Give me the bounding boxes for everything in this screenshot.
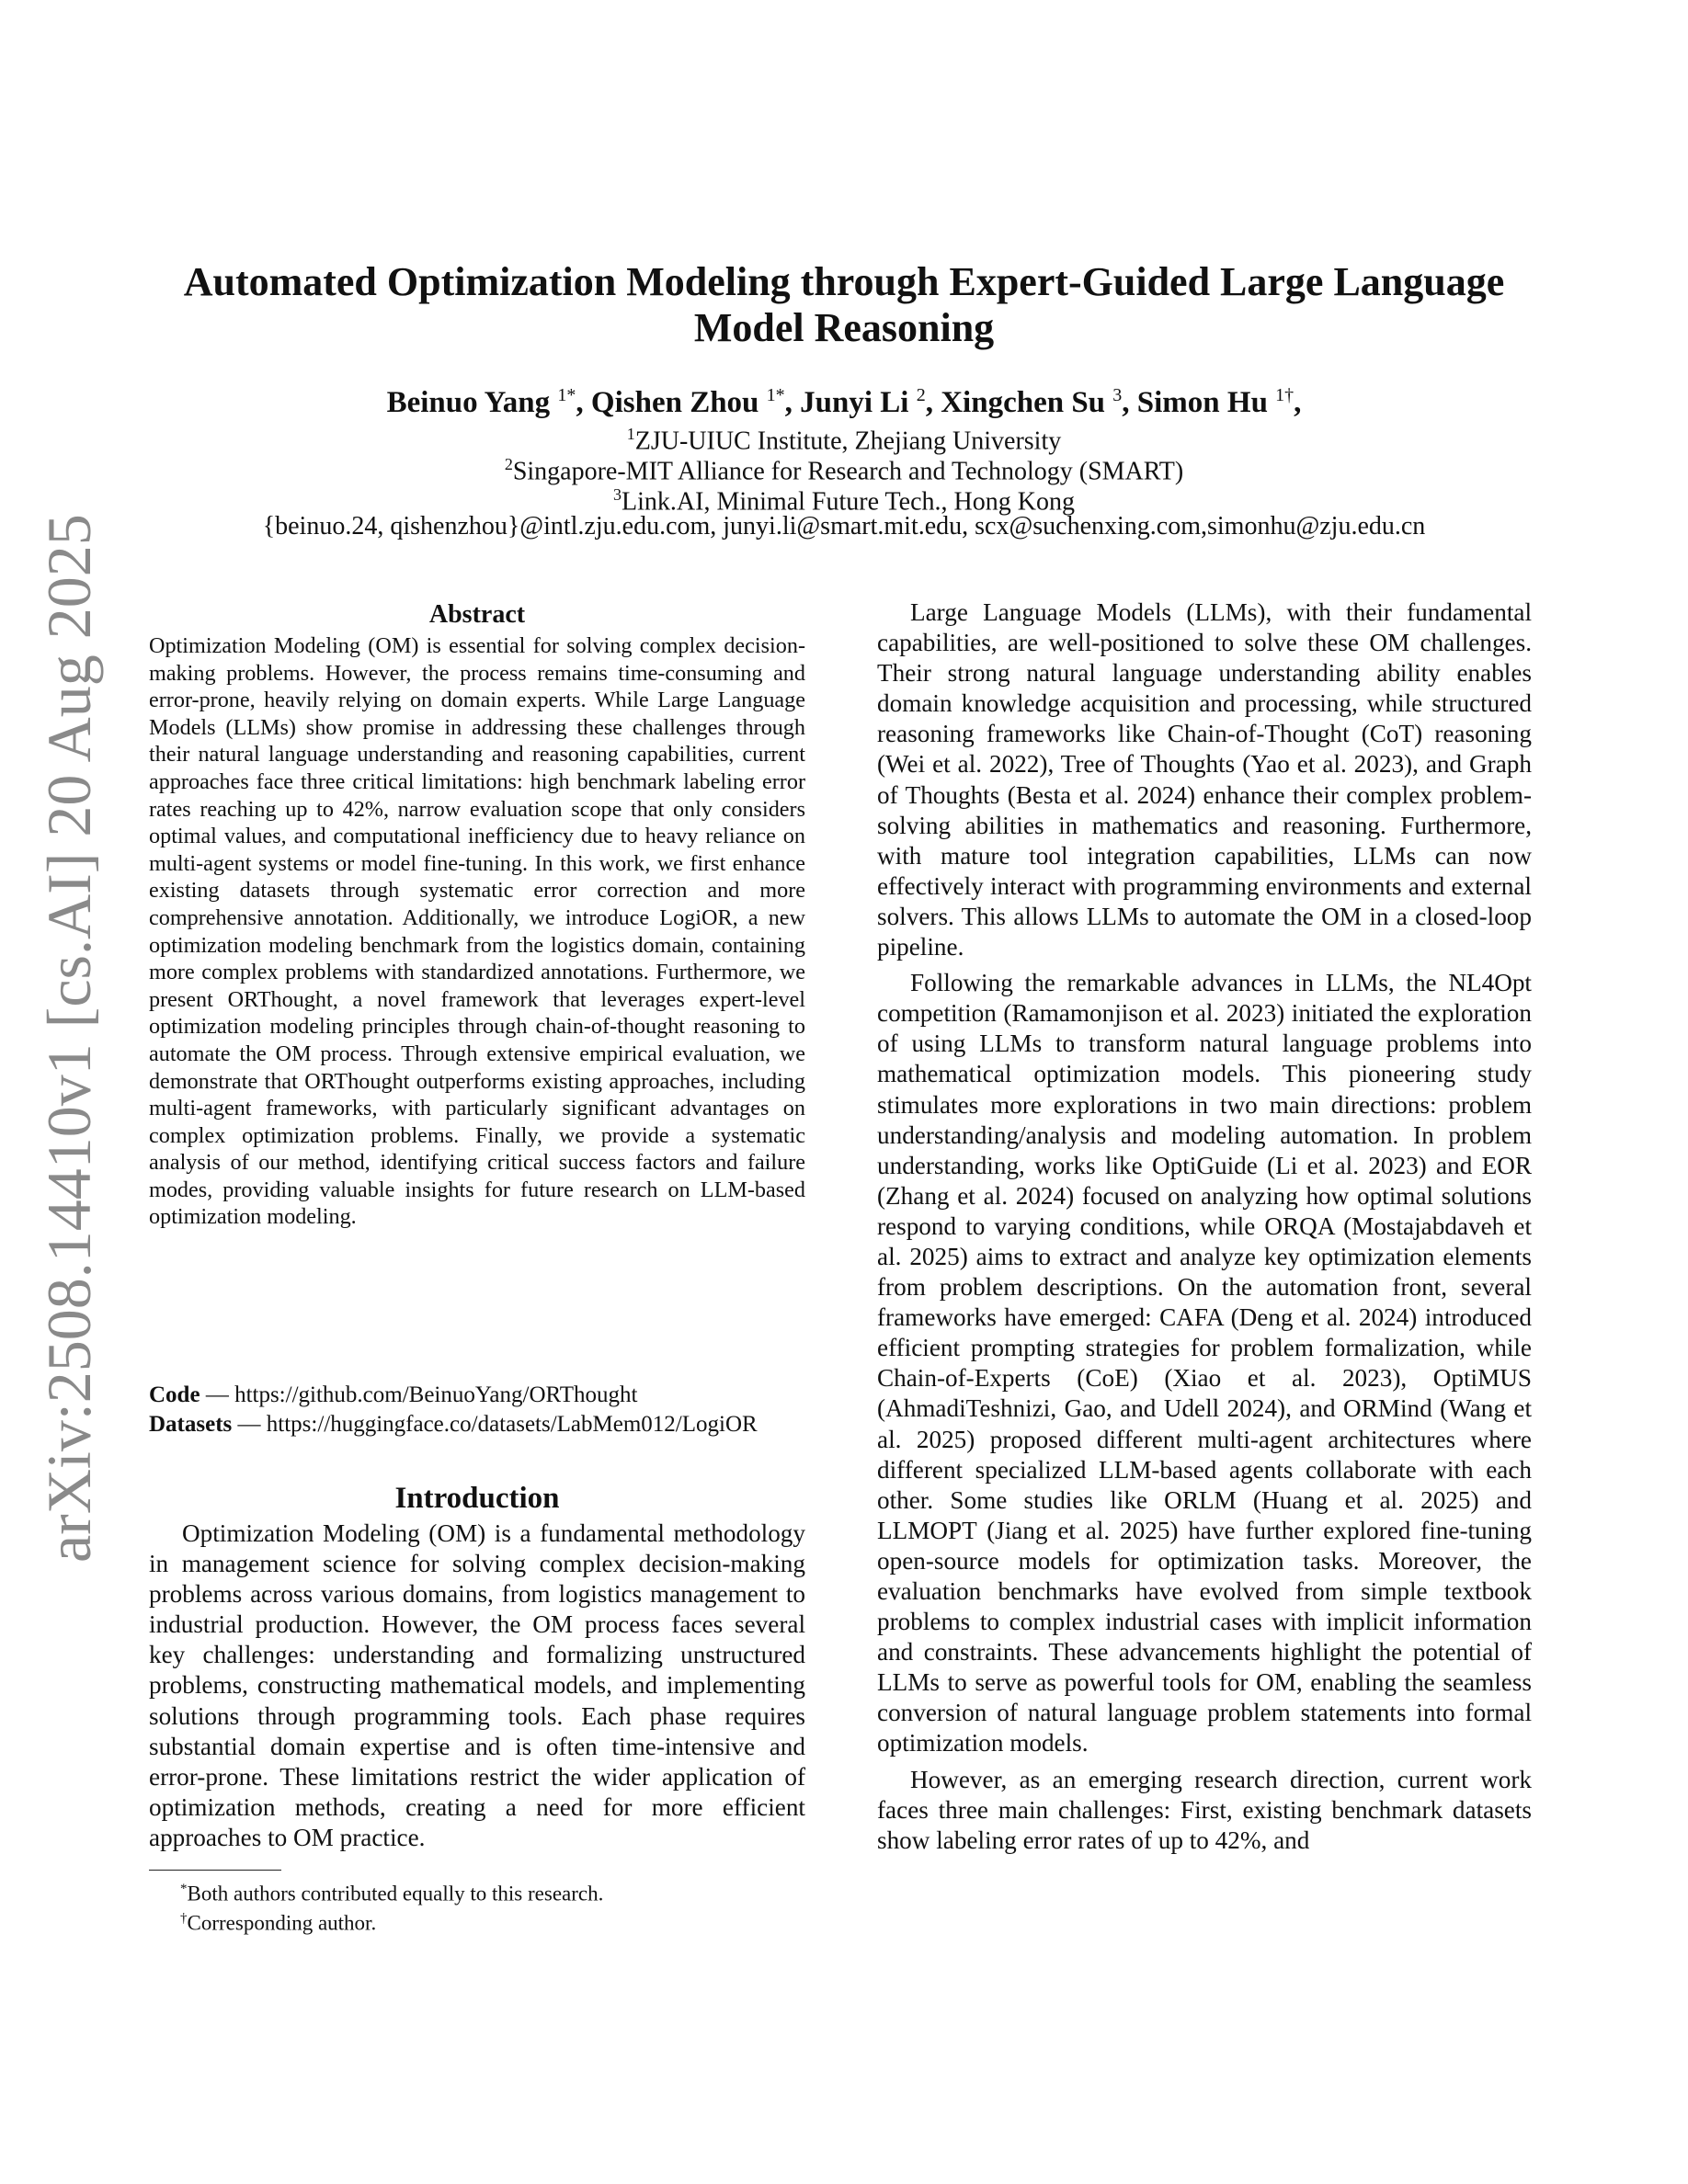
affiliation-text: ZJU-UIUC Institute, Zhejiang University <box>634 427 1062 456</box>
title-line-2: Model Reasoning <box>693 305 995 350</box>
right-column-body <box>877 597 1532 1856</box>
footnote-mark: † <box>180 1911 188 1926</box>
title-line-1: Automated Optimization Modeling through Expert-Guided Large Language <box>183 259 1505 304</box>
abstract-body <box>149 632 805 1231</box>
body-paragraph: Large Language Models (LLMs), with their fundamental capabilities, are well-positioned to solve these OM challenges. Their strong natural language understanding ability enables domain knowledge acquisition and processing, while structured reasoning frameworks like Chain-of-Thought (CoT) reasoning (Wei et al. 2022), Tree of Thoughts (Yao et al. 2023), and Graph of Thoughts (Besta et al. 2024) enhance their complex problem-solving abilities in mathematics and reasoning. Furthermore, with mature tool integration capabilities, LLMs can now effectively interact with programming environments and external solvers. This allows LLMs to automate the OM in a closed-loop pipeline. <box>877 598 1532 961</box>
body-paragraph: Following the remarkable advances in LLMs, the NL4Opt competition (Ramamonjison et al. 2023) initiated the exploration of using LLMs to transform natural language problems into mathematical optimization models. This pioneering study stimulates more explorations in two main directions: problem understanding/analysis and modeling automation. In problem understanding, works like OptiGuide (Li et al. 2023) and EOR (Zhang et al. 2024) focused on analyzing how optimal solutions respond to varying conditions, while ORQA (Mostajabdaveh et al. 2025) aims to extract and analyze key optimization elements from problem descriptions. On the automation front, several frameworks have emerged: CAFA (Deng et al. 2024) introduced efficient prompting strategies for problem formalization, while Chain-of-Experts (CoE) (Xiao et al. 2023), OptiMUS (AhmadiTeshnizi, Gao, and Udell 2024), and ORMind (Wang et al. 2025) proposed different multi-agent architectures where different specialized LLM-based agents collaborate with each other. Some studies like ORLM (Huang et al. 2025) and LLMOPT (Jiang et al. 2025) have further explored fine-tuning open-source models for optimization tasks. Moreover, the evaluation benchmarks have evolved from simple textbook problems to complex industrial cases with implicit information and constraints. These advancements highlight the potential of LLMs to serve as powerful tools for OM, enabling the seamless conversion of natural language problem statements into formal optimization models. <box>877 969 1532 1757</box>
author-name: Beinuo Yang <box>386 386 551 419</box>
affiliation-mark: 3 <box>613 485 622 504</box>
footnote-mark: * <box>180 1882 188 1896</box>
link-separator: — <box>205 1382 229 1407</box>
author-mark: 3 <box>1112 385 1123 405</box>
affiliation-mark: 2 <box>504 455 513 473</box>
author-mark: 2 <box>916 385 926 405</box>
author-emails: {beinuo.24, qishenzhou}@intl.zju.edu.com, junyi.li@smart.mit.edu, scx@suchenxing.com,simonhu@zju.edu.cn <box>262 512 1426 540</box>
footnote-equal-contribution <box>180 1875 824 1908</box>
introduction-heading: Introduction <box>394 1482 560 1515</box>
introduction-body <box>149 1519 805 1853</box>
introduction-paragraph: Optimization Modeling (OM) is a fundamental methodology in management science for solving complex decision-making problems across various domains, from logistics management to industrial production. However, the OM process faces several key challenges: understanding and formalizing unstructured problems, constructing mathematical models, and implementing solutions through programming tools. Each phase requires substantial domain expertise and is often time-intensive and error-prone. These limitations restrict the wider application of optimization methods, creating a need for more efficient approaches to OM practice. <box>149 1519 805 1851</box>
code-link-line <box>149 1381 805 1410</box>
code-label: Code <box>149 1382 200 1407</box>
affiliation-mark: 1 <box>626 425 635 443</box>
paper-title <box>138 259 1550 351</box>
author-name: Junyi Li <box>800 386 909 419</box>
author-mark: 1* <box>766 385 785 405</box>
abstract-text: Optimization Modeling (OM) is essential for solving complex decision-making problems. However, the process remains time-consuming and error-prone, heavily relying on domain experts. While Large Language Models (LLMs) show promise in addressing these challenges through their natural language understanding and reasoning capabilities, current approaches face three critical limitations: high benchmark labeling error rates reaching up to 42%, narrow evaluation scope that only considers optimal values, and computational inefficiency due to heavy reliance on multi-agent systems or model fine-tuning. In this work, we first enhance existing datasets through systematic error correction and more comprehensive annotation. Additionally, we introduce LogiOR, a new optimization modeling benchmark from the logistics domain, containing more complex problems with standardized annotations. Furthermore, we present ORThought, a novel framework that leverages expert-level optimization modeling principles through chain-of-thought reasoning to automate the OM process. Through extensive empirical evaluation, we demonstrate that ORThought outperforms existing approaches, including multi-agent frameworks, with particularly significant advantages on complex optimization problems. Finally, we provide a systematic analysis of our method, identifying critical success factors and failure modes, providing valuable insights for future research on LLM-based optimization modeling. <box>149 633 805 1230</box>
affiliation-text: Singapore-MIT Alliance for Research and Technology (SMART) <box>512 457 1184 486</box>
footnote-divider <box>149 1870 281 1871</box>
footnote-text: Both authors contributed equally to this research. <box>187 1882 604 1905</box>
link-separator: — <box>237 1412 261 1437</box>
author-mark: 1† <box>1275 385 1295 405</box>
arxiv-identifier: arXiv:2508.14410v1 [cs.AI] 20 Aug 2025 <box>34 514 104 1563</box>
author-name: Simon Hu <box>1136 386 1268 419</box>
footnote-text: Corresponding author. <box>187 1911 377 1935</box>
abstract-heading: Abstract <box>428 600 526 629</box>
code-url-link[interactable]: https://github.com/BeinuoYang/ORThought <box>234 1382 638 1407</box>
author-name: Xingchen Su <box>941 386 1106 419</box>
author-mark: 1* <box>557 385 576 405</box>
author-list: Beinuo Yang $^{1*}$, Qishen Zhou $^{1*}$, Junyi Li $^2$, Xingchen Su $^3$, Simon Hu $^{1\dagger}$, <box>386 385 1302 419</box>
author-name: Qishen Zhou <box>590 386 759 419</box>
affiliation-text: Link.AI, Minimal Future Tech., Hong Kong <box>622 487 1075 517</box>
body-paragraph: However, as an emerging research direction, current work faces three main challenges: First, existing benchmark datasets show labeling error rates of up to 42%, and <box>877 1765 1532 1854</box>
footnote-corresponding-author <box>180 1905 824 1938</box>
datasets-link-line <box>149 1410 805 1439</box>
datasets-url-link[interactable]: https://huggingface.co/datasets/LabMem012/LogiOR <box>266 1412 758 1437</box>
datasets-label: Datasets <box>149 1412 233 1437</box>
